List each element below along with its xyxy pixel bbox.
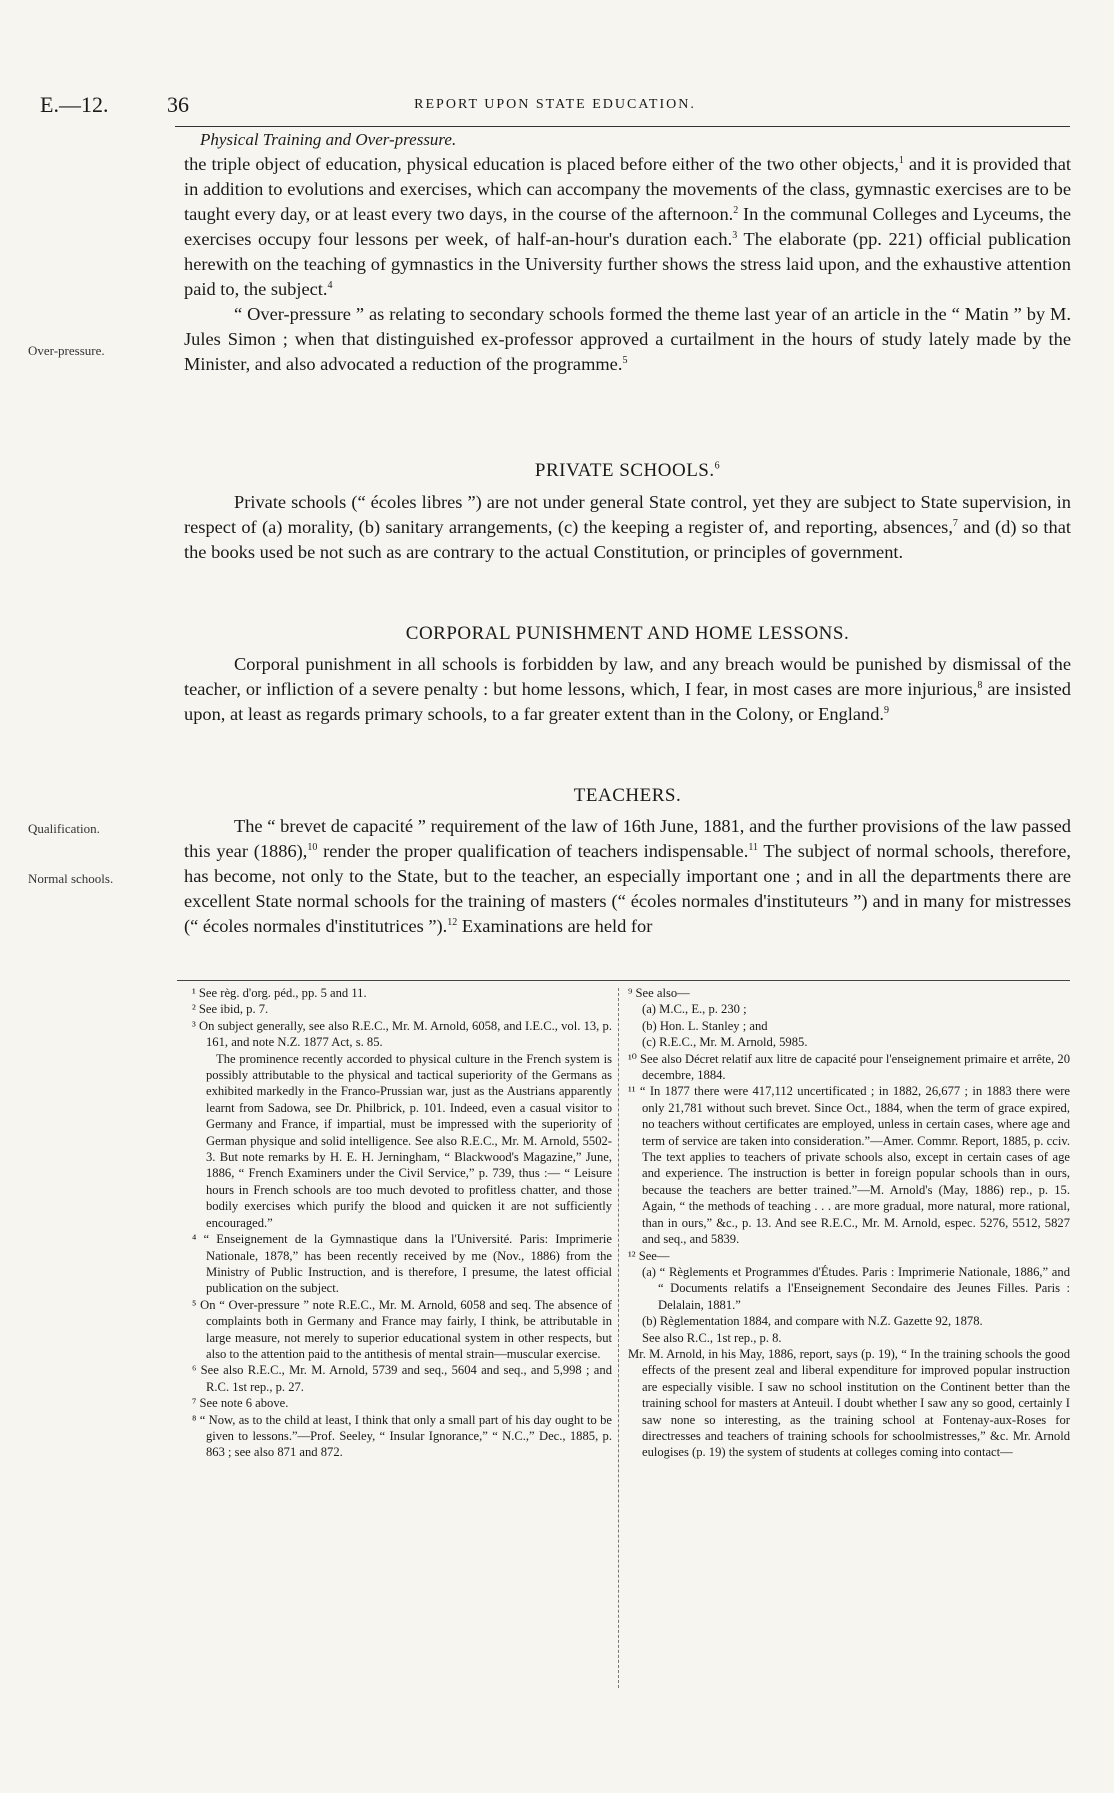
private-schools-heading: PRIVATE SCHOOLS.$^6$ <box>534 460 721 481</box>
footnote-9-b: (b) Hon. L. Stanley ; and <box>642 1018 768 1033</box>
document-code: E.—12. <box>40 92 109 117</box>
running-title: REPORT UPON STATE EDUCATION. <box>414 97 696 112</box>
margin-note-qualification: Qualification. <box>28 821 100 836</box>
margin-note-over-pressure: Over-pressure. <box>28 343 105 358</box>
footnote-2: ² See ibid, p. 7. <box>192 1002 269 1017</box>
footnote-3-continued: The prominence recently accorded to physical culture in the French system is possibly attributable to the physical and tactical superiority of the Germans as exhibited markedly in the Franco-Prussian war, just as the Austrians apparently learnt from Sadowa, see Dr. Philbrick, p. 101. Indeed, even a casual visitor to Germany and France, if impartial, must be impressed with the superiority of German physique and solid intelligence. See also R.E.C., Mr. M. Arnold, 5502-3. But note remarks by H. E. H. Jerningham, “ Blackwood's Magazine,” June, 1886, “ French Examiners under the Civil Service,” p. 739, thus :— “ Leisure hours in French schools are too much devoted to profitless chatter, and those bodily exercises which purify the blood and quicken it are not sufficiently encouraged.” <box>206 1051 612 1230</box>
footnote-5: ⁵ On “ Over-pressure ” note R.E.C., Mr. M. Arnold, 6058 and seq. The absence of complaints both in Germany and France may fairly, I think, be attributable in large measure, not merely to superior educational system in other respects, but also to the attention paid to the antithesis of mental strain—muscular exercise. <box>192 1297 612 1361</box>
over-pressure-paragraph: “ Over-pressure ” as relating to secondary schools formed the theme last year of an article in the “ Matin ” by M. Jules Simon ; when that distinguished ex-professor approved a curtailment in the hours of study lately made by the Minister, and also advocated a reduction of the programme.$^5$ <box>184 304 1071 374</box>
page-header <box>40 92 1070 122</box>
footnotes-right-column <box>628 985 1070 1461</box>
footnote-3: ³ On subject generally, see also R.E.C., Mr. M. Arnold, 6058, and I.E.C., vol. 13, p. 161, and note N.Z. 1877 Act, s. 85. <box>192 1018 612 1050</box>
section-subhead: Physical Training and Over-pressure. <box>200 130 457 149</box>
margin-note-normal-schools: Normal schools. <box>28 871 114 886</box>
footnote-10: ¹⁰ See also Décret relatif aux litre de capacité pour l'enseignement primaire et arrête, 20 decembre, 1884. <box>628 1051 1070 1083</box>
footnote-6: ⁶ See also R.E.C., Mr. M. Arnold, 5739 and seq., 5604 and seq., and 5,998 ; and R.C. 1st rep., p. 27. <box>192 1363 612 1394</box>
teachers-paragraph: The “ brevet de capacité ” requirement of the law of 16th June, 1881, and the further provisions of the law passed this year (1886),$^{10}$ render the proper qualification of teachers indispensable.$^{11}$ The subject of normal schools, therefore, has become, not only to the State, but to the teacher, an especially important one ; and in all the departments there are excellent State normal schools for the training of masters (“ écoles normales d'instituteurs ”) and in many for mistresses (“ écoles normales d'institutrices ”).$^{12}$ Examinations are held for <box>184 816 1071 936</box>
header-rule <box>175 126 1070 127</box>
private-schools-paragraph: Private schools (“ écoles libres ”) are not under general State control, yet they are subject to State supervision, in respect of (a) morality, (b) sanitary arrangements, (c) the keeping a register of, and reporting, absences,$^7$ and (d) so that the books used be not such as are contrary to the actual Constitution, or principles of government. <box>184 492 1071 562</box>
footnote-11: ¹¹ “ In 1877 there were 417,112 uncertificated ; in 1882, 26,677 ; in 1883 there were only 21,781 without such brevet. Since Oct., 1884, when the term of grace expired, no teachers without certificates are employed, unless in certain cases, where age and term of service are taken into consideration.”—Amer. Commr. Report, 1885, p. cciv. The text applies to teachers of private schools also, except in certain cases of age and experience. The instruction is better in foreign popular schools than in ours, because the teachers are better trained.”—M. Arnold's (May, 1886) rep., p. 15. Again, “ the methods of teaching . . . are more gradual, more natural, more rational, than in ours,” &c., p. 13. And see R.E.C., Mr. M. Arnold, espec. 5276, 5512, 5827 and seq., and 5839. <box>628 1084 1070 1247</box>
footnote-rule <box>177 980 1070 981</box>
footnote-column-divider <box>618 988 619 1688</box>
page-number: 36 <box>167 92 189 117</box>
footnote-4: ⁴ “ Enseignement de la Gymnastique dans la l'Université. Paris: Imprimerie Nationale, 1878,” has been recently received by me (Nov., 1886) from the Ministry of Public Instruction, and is therefore, I presume, the latest official publication on the subject. <box>192 1232 612 1296</box>
private-schools-section <box>184 490 1071 565</box>
footnote-12-a: (a) “ Règlements et Programmes d'Études. Paris : Imprimerie Nationale, 1886,” and “ Documents relatifs a l'Enseignement Secondaire des Jeunes Filles. Paris : Delalain, 1881.” <box>642 1264 1070 1312</box>
footnote-12-c: See also R.C., 1st rep., p. 8. <box>642 1330 782 1345</box>
footnote-12: ¹² See— <box>628 1248 670 1263</box>
footnote-1: ¹ See règ. d'org. péd., pp. 5 and 11. <box>192 986 367 1000</box>
corporal-punishment-section <box>184 652 1071 727</box>
corporal-punishment-paragraph: Corporal punishment in all schools is forbidden by law, and any breach would be punished by dismissal of the teacher, or infliction of a severe penalty : but home lessons, which, I fear, in most cases are more injurious,$^8$ are insisted upon, at least as regards primary schools, to a far greater extent than in the Colony, or England.$^9$ <box>184 654 1072 724</box>
footnote-9: ⁹ See also— <box>628 986 690 1000</box>
teachers-heading: TEACHERS. <box>573 785 682 806</box>
footnote-9-a: (a) M.C., E., p. 230 ; <box>642 1002 747 1017</box>
footnote-7: ⁷ See note 6 above. <box>192 1396 289 1411</box>
physical-training-section <box>184 152 1071 377</box>
footnote-12-d: Mr. M. Arnold, in his May, 1886, report, says (p. 19), “ In the training schools the good effects of the present zeal and liberal expenditure for improved popular instruction are especially visible. I saw no school institution on the Continent better than the training school for masters at Anteuil. I doubt whether I saw any so good, certainly I saw none so interesting, as the training school at Fontenay-aux-Roses for directresses and teachers of training schools for schoolmistresses,” &c. Mr. Arnold eulogises (p. 19) the system of students at colleges coming into contact— <box>628 1346 1070 1460</box>
physical-paragraph-1: the triple object of education, physical education is placed before either of the two other objects,$^1$ and it is provided that in addition to evolutions and exercises, which can accompany the movements of the class, gymnastic exercises are to be taught every day, or at least every two days, in the course of the afternoon.$^2$ In the communal Colleges and Lyceums, the exercises occupy four lessons per week, of half-an-hour's duration each.$^3$ The elaborate (pp. 221) official publication herewith on the teaching of gymnastics in the University further shows the stress laid upon, and the exhaustive attention paid to, the subject.$^4$ <box>184 154 1072 299</box>
footnotes-left-column <box>192 985 612 1461</box>
footnote-12-b: (b) Règlementation 1884, and compare with N.Z. Gazette 92, 1878. <box>642 1314 983 1329</box>
corporal-punishment-heading: CORPORAL PUNISHMENT AND HOME LESSONS. <box>405 623 850 644</box>
teachers-section <box>184 814 1071 939</box>
footnote-8: ⁸ “ Now, as to the child at least, I think that only a small part of his day ought to be given to lessons.”—Prof. Seeley, “ Insular Ignorance,” “ N.C.,” Dec., 1885, p. 863 ; see also 871 and 872. <box>192 1412 612 1460</box>
footnote-9-c: (c) R.E.C., Mr. M. Arnold, 5985. <box>642 1035 808 1050</box>
